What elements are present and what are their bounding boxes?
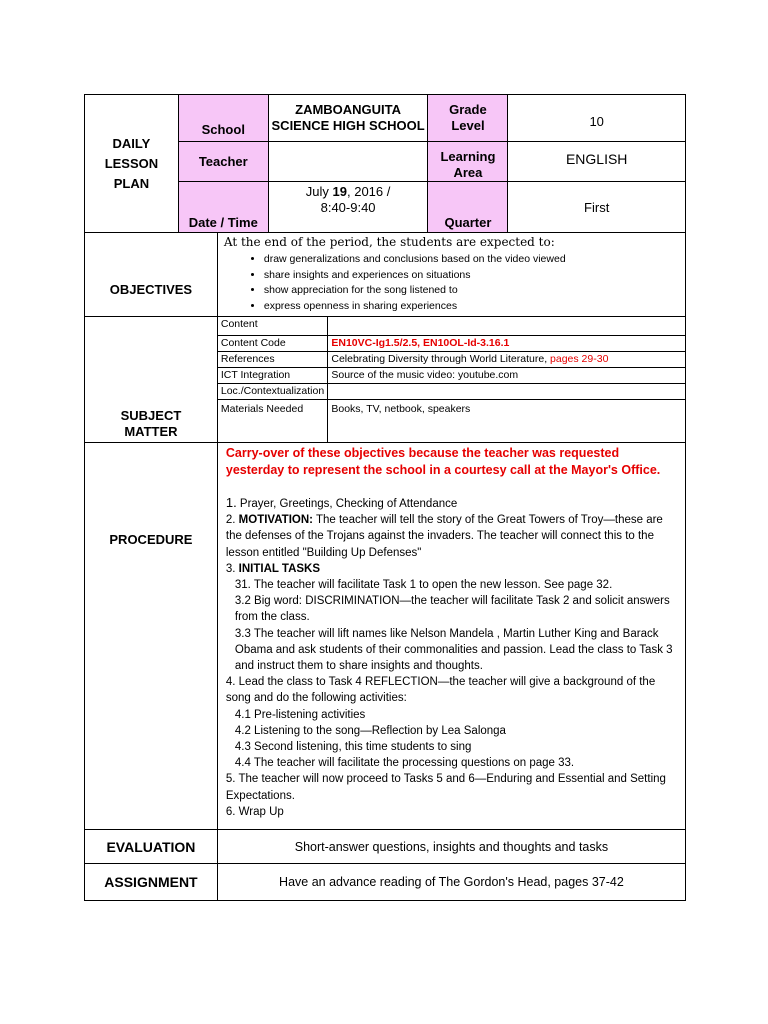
quarter-label: Quarter bbox=[428, 182, 508, 233]
objectives-label: OBJECTIVES bbox=[85, 233, 218, 317]
subject-row-label: Content bbox=[218, 317, 328, 335]
subject-row-label: Loc./Contextualization bbox=[218, 383, 328, 399]
subject-row-value: Books, TV, netbook, speakers bbox=[328, 399, 685, 442]
procedure-step: 6. Wrap Up bbox=[225, 805, 284, 818]
procedure-substep: 4.3 Second listening, this time students to sing bbox=[234, 741, 472, 754]
subject-row-label: Materials Needed bbox=[218, 399, 328, 442]
subject-row bbox=[218, 351, 685, 367]
subject-matter-content bbox=[217, 317, 685, 443]
carry-over-note: Carry-over of these objectives because the teacher was requested yesterday to represent the school in a courtesy call at the Mayor's Office. bbox=[225, 446, 661, 477]
teacher-label: Teacher bbox=[178, 142, 268, 182]
procedure-step: 2. MOTIVATION: The teacher will tell the story of the Great Towers of Troy—these are the defenses of the Trojans against the invaders. The teacher will connect this to the lesson entitled "Building Up Defenses" bbox=[225, 514, 663, 559]
procedure-substep: 31. The teacher will facilitate Task 1 to open the new lesson. See page 32. bbox=[234, 579, 613, 592]
subject-row bbox=[218, 367, 685, 383]
assignment-text: Have an advance reading of The Gordon's Head, pages 37-42 bbox=[217, 864, 685, 901]
school-label: School bbox=[178, 95, 268, 142]
evaluation-label: EVALUATION bbox=[85, 830, 218, 864]
objective-item: • express openness in sharing experiences bbox=[264, 299, 679, 315]
subject-matter-table bbox=[218, 317, 685, 442]
school-value: ZAMBOANGUITA SCIENCE HIGH SCHOOL bbox=[268, 95, 428, 142]
learning-area-value: ENGLISH bbox=[508, 142, 686, 182]
objective-item: • show appreciation for the song listened to bbox=[264, 283, 679, 299]
subject-matter-row bbox=[85, 317, 686, 443]
subject-row bbox=[218, 399, 685, 442]
procedure-label: PROCEDURE bbox=[85, 443, 218, 830]
quarter-value: First bbox=[508, 182, 686, 233]
objectives-lead: At the end of the period, the students are expected to: bbox=[223, 235, 555, 249]
assignment-label: ASSIGNMENT bbox=[85, 864, 218, 901]
subject-row bbox=[218, 317, 685, 335]
objective-item: • share insights and experiences on situations bbox=[264, 268, 679, 284]
procedure-substep: 3.3 The teacher will lift names like Nelson Mandela , Martin Luther King and Barack Obama and ask students of their commonalities and passion. Lead the class to Task 3 and instruct them to share insights and thoughts. bbox=[234, 627, 673, 673]
objectives-content bbox=[217, 233, 685, 317]
procedure-substep: 4.4 The teacher will facilitate the processing questions on page 33. bbox=[234, 757, 575, 770]
grade-level-label: Grade Level bbox=[428, 95, 508, 142]
subject-row bbox=[218, 383, 685, 399]
subject-row-value: Source of the music video: youtube.com bbox=[328, 367, 685, 383]
learning-area-label: Learning Area bbox=[428, 142, 508, 182]
subject-row-value bbox=[328, 317, 685, 335]
subject-row bbox=[218, 335, 685, 351]
evaluation-row bbox=[85, 830, 686, 864]
header-table bbox=[84, 94, 686, 233]
procedure-content bbox=[217, 443, 685, 830]
objectives-list bbox=[224, 252, 679, 314]
procedure-step: 3. INITIAL TASKS bbox=[225, 562, 321, 575]
evaluation-text: Short-answer questions, insights and thoughts and tasks bbox=[217, 830, 685, 864]
subject-row-label: References bbox=[218, 351, 328, 367]
subject-row-label: ICT Integration bbox=[218, 367, 328, 383]
objective-item: • draw generalizations and conclusions based on the video viewed bbox=[264, 252, 679, 268]
procedure-row bbox=[85, 443, 686, 830]
document-title: DAILY LESSON PLAN bbox=[85, 95, 179, 233]
objectives-row bbox=[85, 233, 686, 317]
subject-row-value bbox=[328, 383, 685, 399]
procedure-step: 1. Prayer, Greetings, Checking of Attendance bbox=[225, 495, 458, 510]
date-time-label: Date / Time bbox=[178, 182, 268, 233]
date-time-value: July 19, 2016 / 8:40-9:40 bbox=[268, 182, 428, 233]
procedure-substep: 4.2 Listening to the song—Reflection by Lea Salonga bbox=[234, 724, 506, 737]
procedure-substep: 4.1 Pre-listening activities bbox=[234, 708, 366, 721]
subject-matter-label: SUBJECT MATTER bbox=[85, 317, 218, 443]
sections-table bbox=[84, 232, 686, 901]
assignment-row bbox=[85, 864, 686, 901]
procedure-step: 4. Lead the class to Task 4 REFLECTION—the teacher will give a background of the song and do the following activities: bbox=[225, 676, 656, 705]
procedure-substep: 3.2 Big word: DISCRIMINATION—the teacher will facilitate Task 2 and solicit answers from the class. bbox=[234, 595, 670, 624]
subject-row-label: Content Code bbox=[218, 335, 328, 351]
content-code-value: EN10VC-Ig1.5/2.5, EN10OL-Id-3.16.1 bbox=[328, 335, 685, 351]
procedure-step: 5. The teacher will now proceed to Tasks 5 and 6—Enduring and Essential and Setting Expectations. bbox=[225, 773, 666, 802]
references-value: Celebrating Diversity through World Literature, pages 29-30 bbox=[328, 351, 685, 367]
teacher-value bbox=[268, 142, 428, 182]
grade-level-value: 10 bbox=[508, 95, 686, 142]
